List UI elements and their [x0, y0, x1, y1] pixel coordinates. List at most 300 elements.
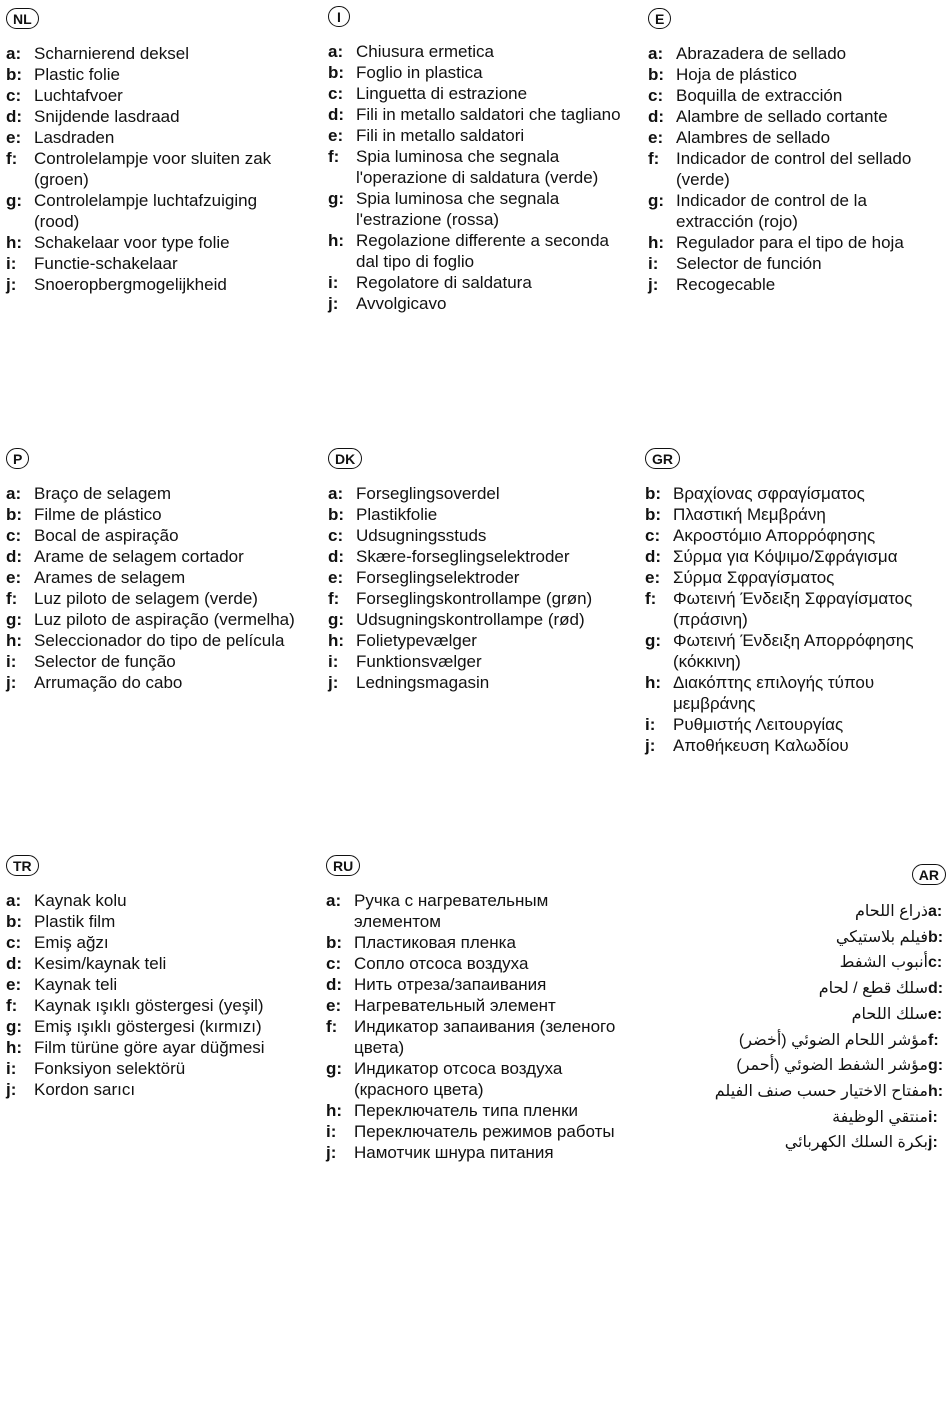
- item-key: c:: [928, 954, 943, 972]
- list-item: [648, 64, 948, 85]
- item-label: Сопло отсоса воздуха: [354, 954, 529, 973]
- item-key: j:: [6, 673, 17, 692]
- parts-list: [645, 483, 945, 756]
- item-key: i:: [328, 652, 339, 671]
- language-code-badge: AR: [912, 864, 946, 885]
- item-label: مفتاح الاختيار حسب صنف الفيلم: [714, 1082, 928, 1100]
- section-gr: [645, 448, 945, 756]
- language-code-badge: GR: [645, 448, 680, 469]
- list-item: [6, 127, 306, 148]
- item-key: b:: [328, 505, 345, 524]
- item-label: Индикатор запаивания (зеленого цвета): [354, 1017, 616, 1057]
- item-key: d:: [326, 975, 343, 994]
- item-label: بكرة السلك الكهربائي: [784, 1134, 928, 1152]
- item-label: Udsugningsstuds: [356, 526, 487, 545]
- item-label: مؤشر اللحام الضوئي (أخضر): [738, 1031, 928, 1049]
- list-item: [645, 714, 945, 735]
- item-key: c:: [645, 526, 661, 545]
- item-key: g:: [6, 610, 23, 629]
- list-item: [642, 1028, 946, 1054]
- list-item: [6, 106, 306, 127]
- item-label: Αποθήκευση Καλωδίου: [673, 736, 849, 755]
- item-key: i:: [6, 1059, 17, 1078]
- item-label: Regolatore di saldatura: [356, 273, 532, 292]
- item-key: a:: [328, 484, 344, 503]
- list-item: [6, 1016, 306, 1037]
- item-label: Emiş ağzı: [34, 933, 109, 952]
- list-item: [328, 588, 628, 609]
- item-label: Spia luminosa che segnala l'operazione di saldatura (verde): [356, 147, 599, 187]
- item-key: a:: [326, 891, 342, 910]
- item-key: f:: [928, 1031, 939, 1049]
- list-item: [645, 483, 945, 504]
- list-item: [328, 272, 628, 293]
- section-pt: [6, 448, 306, 693]
- item-label: Udsugningskontrollampe (rød): [356, 610, 585, 629]
- item-key: h:: [6, 631, 23, 650]
- list-item: [6, 483, 306, 504]
- item-label: Snoeropbergmogelijkheid: [34, 275, 227, 294]
- item-label: Переключатель режимов работы: [354, 1122, 615, 1141]
- item-key: c:: [6, 86, 22, 105]
- item-key: c:: [6, 933, 22, 952]
- item-label: Переключатель типа пленки: [354, 1101, 578, 1120]
- list-item: [6, 253, 306, 274]
- section-ru: [326, 855, 626, 1163]
- item-label: Hoja de plástico: [676, 65, 797, 84]
- item-key: i:: [645, 715, 656, 734]
- item-key: g:: [6, 191, 23, 210]
- list-item: [645, 630, 945, 672]
- item-label: Намотчик шнура питания: [354, 1143, 554, 1162]
- item-label: Forseglingsoverdel: [356, 484, 500, 503]
- list-item: [328, 525, 628, 546]
- item-label: Plastic folie: [34, 65, 120, 84]
- list-item: [326, 1058, 626, 1100]
- item-label: Chiusura ermetica: [356, 42, 494, 61]
- list-item: [326, 1100, 626, 1121]
- item-key: j:: [928, 1134, 938, 1152]
- language-code-badge: I: [328, 6, 350, 27]
- language-badge-wrap: [648, 8, 948, 29]
- item-key: f:: [6, 589, 18, 608]
- list-item: [328, 104, 628, 125]
- list-item: [648, 232, 948, 253]
- item-key: j:: [6, 1080, 17, 1099]
- list-item: [328, 83, 628, 104]
- list-item: [328, 609, 628, 630]
- item-key: d:: [928, 980, 944, 998]
- item-label: Snijdende lasdraad: [34, 107, 180, 126]
- item-label: Φωτεινή Ένδειξη Σφραγίσματος (πράσινη): [673, 589, 913, 629]
- item-key: e:: [645, 568, 661, 587]
- item-key: i:: [326, 1122, 337, 1141]
- item-key: i:: [648, 254, 659, 273]
- item-key: g:: [6, 1017, 23, 1036]
- item-label: Indicador de control de la extracción (rojo): [676, 191, 867, 231]
- list-item: [328, 630, 628, 651]
- item-label: Πλαστική Μεμβράνη: [673, 505, 826, 524]
- item-label: Abrazadera de sellado: [676, 44, 847, 63]
- list-item: [6, 567, 306, 588]
- item-key: j:: [328, 673, 339, 692]
- list-item: [6, 85, 306, 106]
- item-key: e:: [328, 126, 344, 145]
- item-label: Foglio in plastica: [356, 63, 483, 82]
- list-item: [645, 546, 945, 567]
- item-label: Βραχίονας σφραγίσματος: [673, 484, 865, 503]
- language-code-badge: TR: [6, 855, 39, 876]
- item-label: Linguetta di estrazione: [356, 84, 528, 103]
- item-label: Φωτεινή Ένδειξη Απορρόφησης (κόκκινη): [673, 631, 914, 671]
- parts-list: [648, 43, 948, 295]
- item-label: Нить отреза/запаивания: [354, 975, 547, 994]
- language-code-badge: DK: [328, 448, 362, 469]
- item-key: j:: [645, 736, 656, 755]
- list-item: [6, 588, 306, 609]
- list-item: [328, 230, 628, 272]
- item-label: Recogecable: [676, 275, 776, 294]
- item-key: b:: [648, 65, 665, 84]
- item-key: h:: [328, 631, 345, 650]
- item-key: e:: [928, 1005, 943, 1023]
- item-label: Skære-forseglingselektroder: [356, 547, 570, 566]
- item-key: b:: [326, 933, 343, 952]
- list-item: [6, 1037, 306, 1058]
- item-key: h:: [645, 673, 662, 692]
- item-key: e:: [648, 128, 664, 147]
- list-item: [6, 651, 306, 672]
- list-item: [642, 1002, 946, 1028]
- list-item: [645, 525, 945, 546]
- item-label: سلك قطع / لحام: [818, 980, 928, 998]
- item-key: c:: [648, 86, 664, 105]
- item-label: Ручка с нагревательным элементом: [354, 891, 549, 931]
- language-badge-wrap: [6, 448, 306, 469]
- list-item: [6, 274, 306, 295]
- list-item: [648, 274, 948, 295]
- item-label: Plastik film: [34, 912, 116, 931]
- item-key: f:: [328, 589, 340, 608]
- item-key: h:: [328, 231, 345, 250]
- parts-list: [328, 483, 628, 693]
- item-label: Пластиковая пленка: [354, 933, 516, 952]
- item-label: Controlelampje luchtafzuiging (rood): [34, 191, 258, 231]
- item-key: a:: [648, 44, 664, 63]
- item-label: منتقي الوظيفة: [832, 1108, 928, 1126]
- parts-list: [6, 43, 306, 295]
- item-label: Funktionsvælger: [356, 652, 482, 671]
- parts-list: [642, 899, 946, 1156]
- item-label: ذراع اللحام: [854, 903, 928, 920]
- item-label: Forseglingskontrollampe (grøn): [356, 589, 593, 608]
- list-item: [328, 293, 628, 314]
- item-key: f:: [326, 1017, 338, 1036]
- item-key: d:: [328, 547, 345, 566]
- list-item: [6, 630, 306, 651]
- list-item: [648, 148, 948, 190]
- item-label: Lasdraden: [34, 128, 115, 147]
- list-item: [648, 85, 948, 106]
- item-label: Ledningsmagasin: [356, 673, 490, 692]
- item-label: Forseglingselektroder: [356, 568, 520, 587]
- item-key: j:: [648, 275, 659, 294]
- item-label: Luz piloto de aspiração (vermelha): [34, 610, 295, 629]
- list-item: [328, 483, 628, 504]
- item-label: سلك اللحام: [851, 1005, 928, 1023]
- item-key: e:: [6, 975, 22, 994]
- list-item: [328, 41, 628, 62]
- list-item: [642, 1053, 946, 1079]
- item-label: Διακόπτης επιλογής τύπου μεμβράνης: [673, 673, 875, 713]
- section-ar: [642, 864, 946, 1156]
- item-label: Ακροστόμιο Απορρόφησης: [673, 526, 876, 545]
- list-item: [328, 672, 628, 693]
- item-label: Alambres de sellado: [676, 128, 831, 147]
- language-badge-wrap: [642, 864, 946, 885]
- list-item: [326, 890, 626, 932]
- item-label: Luz piloto de selagem (verde): [34, 589, 258, 608]
- item-label: Kaynak ışıklı göstergesi (yeşil): [34, 996, 264, 1015]
- language-badge-wrap: [6, 8, 306, 29]
- item-label: Plastikfolie: [356, 505, 438, 524]
- list-item: [6, 672, 306, 693]
- item-key: d:: [648, 107, 665, 126]
- list-item: [648, 43, 948, 64]
- list-item: [6, 232, 306, 253]
- item-key: g:: [648, 191, 665, 210]
- item-label: Controlelampje voor sluiten zak (groen): [34, 149, 272, 189]
- item-label: Luchtafvoer: [34, 86, 123, 105]
- item-key: i:: [6, 254, 17, 273]
- item-label: Avvolgicavo: [356, 294, 447, 313]
- item-key: b:: [6, 65, 23, 84]
- item-key: b:: [6, 505, 23, 524]
- item-label: Alambre de sellado cortante: [676, 107, 888, 126]
- list-item: [326, 974, 626, 995]
- list-item: [326, 953, 626, 974]
- item-label: Schakelaar voor type folie: [34, 233, 230, 252]
- item-key: d:: [6, 547, 23, 566]
- item-label: Индикатор отсоса воздуха (красного цвета): [354, 1059, 563, 1099]
- list-item: [6, 148, 306, 190]
- section-tr: [6, 855, 306, 1100]
- list-item: [645, 735, 945, 756]
- item-label: Arrumação do cabo: [34, 673, 183, 692]
- item-key: a:: [6, 484, 22, 503]
- list-item: [6, 525, 306, 546]
- parts-list: [6, 483, 306, 693]
- parts-list: [326, 890, 626, 1163]
- item-key: b:: [645, 484, 662, 503]
- list-item: [326, 995, 626, 1016]
- item-label: Kaynak teli: [34, 975, 118, 994]
- item-label: Fili in metallo saldatori che tagliano: [356, 105, 621, 124]
- item-key: d:: [6, 107, 23, 126]
- language-code-badge: P: [6, 448, 29, 469]
- list-item: [328, 504, 628, 525]
- section-nl: [6, 8, 306, 295]
- list-item: [648, 253, 948, 274]
- list-item: [645, 567, 945, 588]
- item-key: i:: [928, 1108, 938, 1126]
- item-key: j:: [326, 1143, 337, 1162]
- list-item: [645, 504, 945, 525]
- item-key: g:: [645, 631, 662, 650]
- list-item: [328, 546, 628, 567]
- item-key: e:: [328, 568, 344, 587]
- list-item: [6, 953, 306, 974]
- item-label: Arame de selagem cortador: [34, 547, 244, 566]
- item-label: أنبوب الشفط: [839, 954, 928, 972]
- item-key: e:: [326, 996, 342, 1015]
- item-key: a:: [328, 42, 344, 61]
- list-item: [642, 899, 946, 925]
- item-label: Indicador de control del sellado (verde): [676, 149, 912, 189]
- list-item: [642, 976, 946, 1002]
- item-label: Film türüne göre ayar düğmesi: [34, 1038, 265, 1057]
- item-label: Braço de selagem: [34, 484, 172, 503]
- item-key: f:: [648, 149, 660, 168]
- language-badge-wrap: [6, 855, 306, 876]
- item-label: فيلم بلاستيكي: [835, 928, 928, 946]
- list-item: [326, 1121, 626, 1142]
- list-item: [645, 588, 945, 630]
- list-item: [328, 146, 628, 188]
- item-label: Нагревательный элемент: [354, 996, 556, 1015]
- list-item: [6, 995, 306, 1016]
- language-badge-wrap: [328, 448, 628, 469]
- language-code-badge: NL: [6, 8, 39, 29]
- item-key: h:: [928, 1082, 944, 1100]
- item-key: c:: [6, 526, 22, 545]
- item-key: h:: [326, 1101, 343, 1120]
- list-item: [6, 609, 306, 630]
- item-key: a:: [6, 44, 22, 63]
- list-item: [6, 1058, 306, 1079]
- item-label: Fili in metallo saldatori: [356, 126, 525, 145]
- item-key: g:: [928, 1057, 944, 1075]
- item-key: f:: [6, 996, 18, 1015]
- parts-list: [328, 41, 628, 314]
- item-label: Folietypevælger: [356, 631, 477, 650]
- item-label: Kesim/kaynak teli: [34, 954, 167, 973]
- list-item: [642, 1079, 946, 1105]
- list-item: [6, 190, 306, 232]
- item-label: Filme de plástico: [34, 505, 162, 524]
- item-key: h:: [648, 233, 665, 252]
- item-key: b:: [645, 505, 662, 524]
- item-key: b:: [928, 928, 944, 946]
- list-item: [642, 925, 946, 951]
- item-key: d:: [645, 547, 662, 566]
- item-key: f:: [328, 147, 340, 166]
- item-key: d:: [328, 105, 345, 124]
- list-item: [328, 62, 628, 83]
- item-key: j:: [6, 275, 17, 294]
- item-label: Kaynak kolu: [34, 891, 127, 910]
- language-badge-wrap: [328, 6, 628, 27]
- section-es: [648, 8, 948, 295]
- language-badge-wrap: [645, 448, 945, 469]
- item-label: Σύρμα για Κόψιμο/Σφράγισμα: [673, 547, 898, 566]
- item-key: f:: [6, 149, 18, 168]
- item-key: g:: [328, 189, 345, 208]
- list-item: [6, 1079, 306, 1100]
- list-item: [328, 567, 628, 588]
- list-item: [328, 651, 628, 672]
- list-item: [328, 188, 628, 230]
- list-item: [6, 974, 306, 995]
- language-code-badge: RU: [326, 855, 360, 876]
- item-label: Σύρμα Σφραγίσματος: [673, 568, 835, 587]
- item-label: Kordon sarıcı: [34, 1080, 136, 1099]
- item-label: Selector de função: [34, 652, 176, 671]
- item-key: a:: [928, 903, 943, 920]
- list-item: [642, 1105, 946, 1131]
- item-label: Regolazione differente a seconda dal tipo di foglio: [356, 231, 609, 271]
- item-label: Functie-schakelaar: [34, 254, 178, 273]
- list-item: [326, 932, 626, 953]
- section-it: [328, 6, 628, 314]
- item-label: Ρυθμιστής Λειτουργίας: [673, 715, 844, 734]
- list-item: [6, 43, 306, 64]
- item-key: g:: [326, 1059, 343, 1078]
- item-key: i:: [328, 273, 339, 292]
- list-item: [6, 64, 306, 85]
- list-item: [642, 950, 946, 976]
- item-label: Selector de función: [676, 254, 822, 273]
- item-key: b:: [6, 912, 23, 931]
- item-key: d:: [6, 954, 23, 973]
- language-code-badge: E: [648, 8, 671, 29]
- item-label: Emiş ışıklı göstergesi (kırmızı): [34, 1017, 262, 1036]
- item-label: Bocal de aspiração: [34, 526, 179, 545]
- item-key: e:: [6, 128, 22, 147]
- list-item: [648, 106, 948, 127]
- item-key: c:: [328, 526, 344, 545]
- list-item: [6, 932, 306, 953]
- item-key: e:: [6, 568, 22, 587]
- list-item: [6, 911, 306, 932]
- list-item: [326, 1016, 626, 1058]
- item-label: Regulador para el tipo de hoja: [676, 233, 904, 252]
- item-label: Spia luminosa che segnala l'estrazione (rossa): [356, 189, 560, 229]
- item-key: h:: [6, 233, 23, 252]
- list-item: [6, 504, 306, 525]
- item-key: b:: [328, 63, 345, 82]
- list-item: [645, 672, 945, 714]
- item-key: j:: [328, 294, 339, 313]
- item-label: Boquilla de extracción: [676, 86, 843, 105]
- language-badge-wrap: [326, 855, 626, 876]
- list-item: [326, 1142, 626, 1163]
- item-key: g:: [328, 610, 345, 629]
- list-item: [648, 190, 948, 232]
- item-label: مؤشر الشفط الضوئي (أحمر): [736, 1057, 928, 1075]
- list-item: [642, 1130, 946, 1156]
- item-key: h:: [6, 1038, 23, 1057]
- item-key: c:: [328, 84, 344, 103]
- list-item: [6, 890, 306, 911]
- item-label: Arames de selagem: [34, 568, 186, 587]
- item-label: Seleccionador do tipo de película: [34, 631, 285, 650]
- item-key: c:: [326, 954, 342, 973]
- parts-list: [6, 890, 306, 1100]
- item-label: Scharnierend deksel: [34, 44, 189, 63]
- list-item: [328, 125, 628, 146]
- item-key: a:: [6, 891, 22, 910]
